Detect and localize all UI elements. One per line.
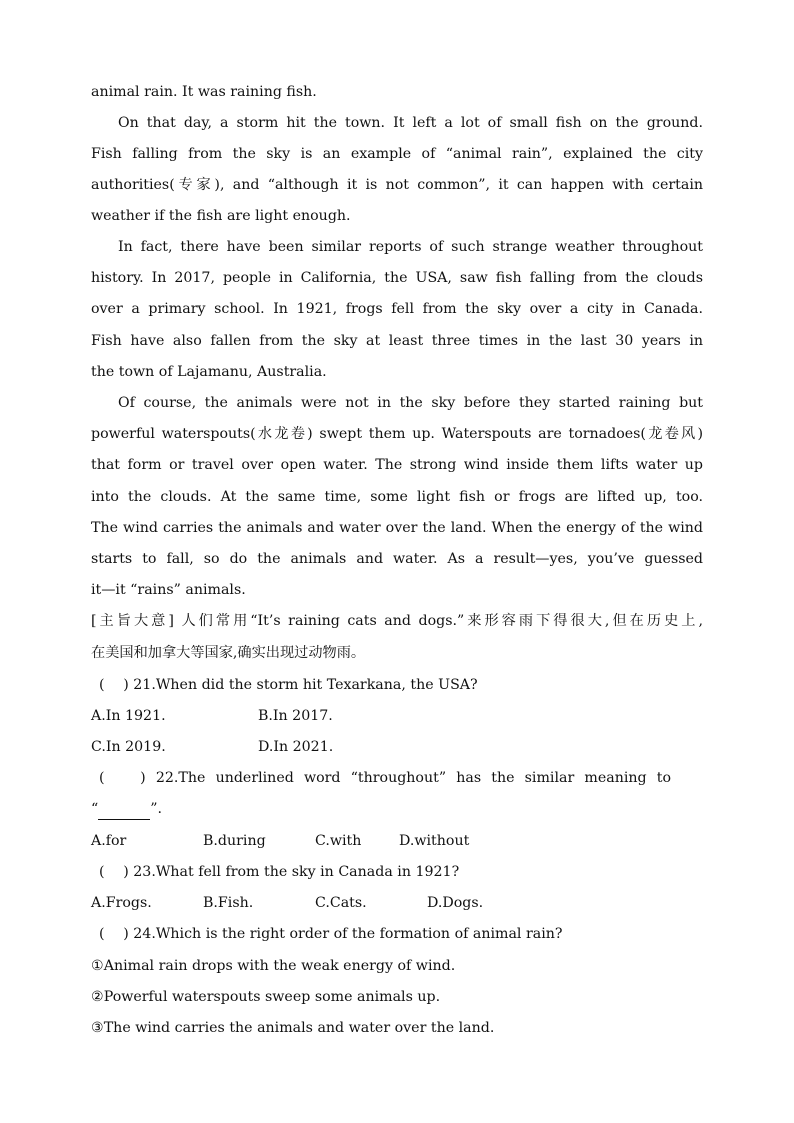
option-a[interactable]: A.In 1921. bbox=[91, 708, 166, 724]
question-24-stem: ( ) 24.Which is the right order of the formation of animal rain? bbox=[99, 926, 563, 942]
option-b[interactable]: B.during bbox=[203, 833, 266, 849]
option-a[interactable]: A.Frogs. bbox=[91, 895, 152, 911]
passage-line: In fact, there have been similar reports of such strange weather throughout bbox=[118, 239, 703, 255]
passage-line: authorities(专家), and “although it is not common”, it can happen with certain bbox=[91, 177, 703, 193]
open-quote: “ bbox=[91, 801, 99, 817]
passage-line: Fish falling from the sky is an example of “animal rain”, explained the city bbox=[91, 146, 703, 162]
question-22-options-row bbox=[91, 831, 703, 851]
passage-line: over a primary school. In 1921, frogs fell from the sky over a city in Canada. bbox=[91, 301, 703, 317]
option-c[interactable]: C.with bbox=[315, 833, 362, 849]
question-24-step: ①Animal rain drops with the weak energy of wind. bbox=[91, 958, 456, 974]
summary-line: 在美国和加拿大等国家,确实出现过动物雨。 bbox=[91, 645, 366, 661]
passage-line: animal rain. It was raining fish. bbox=[91, 84, 317, 100]
passage-line: the town of Lajamanu, Australia. bbox=[91, 364, 327, 380]
option-a[interactable]: A.for bbox=[91, 833, 127, 849]
close-quote: ”. bbox=[150, 801, 163, 817]
option-d[interactable]: D.Dogs. bbox=[427, 895, 484, 911]
question-23-options-row bbox=[91, 893, 703, 913]
summary-line: [主旨大意] 人们常用“It’s raining cats and dogs.”来形容雨下得很大,但在历史上, bbox=[91, 613, 703, 629]
passage-line: The wind carries the animals and water over the land. When the energy of the wind bbox=[91, 520, 703, 536]
passage-line: starts to fall, so do the animals and water. As a result—yes, you’ve guessed bbox=[91, 551, 703, 567]
passage-line: into the clouds. At the same time, some light fish or frogs are lifted up, too. bbox=[91, 489, 703, 505]
question-22-stem: ( ) 22.The underlined word “throughout” has the similar meaning to bbox=[99, 770, 671, 786]
passage-line: it—it “rains” animals. bbox=[91, 582, 246, 598]
answer-blank bbox=[98, 799, 150, 820]
question-24-step: ③The wind carries the animals and water over the land. bbox=[91, 1020, 495, 1036]
option-d[interactable]: D.without bbox=[399, 833, 470, 849]
option-b[interactable]: B.Fish. bbox=[203, 895, 254, 911]
passage-line: On that day, a storm hit the town. It left a lot of small fish on the ground. bbox=[118, 115, 703, 131]
passage-line: powerful waterspouts(水龙卷) swept them up. Waterspouts are tornadoes(龙卷风) bbox=[91, 426, 703, 442]
option-c[interactable]: C.In 2019. bbox=[91, 739, 166, 755]
question-23-stem: ( ) 23.What fell from the sky in Canada in 1921? bbox=[99, 864, 460, 880]
option-d[interactable]: D.In 2021. bbox=[258, 739, 334, 755]
passage-line: Fish have also fallen from the sky at least three times in the last 30 years in bbox=[91, 333, 703, 349]
question-21-stem: ( ) 21.When did the storm hit Texarkana, the USA? bbox=[99, 677, 478, 693]
passage-line: Of course, the animals were not in the sky before they started raining but bbox=[118, 395, 703, 411]
question-22-blank-line bbox=[91, 799, 703, 820]
question-21-options-row bbox=[91, 737, 703, 757]
option-c[interactable]: C.Cats. bbox=[315, 895, 367, 911]
option-b[interactable]: B.In 2017. bbox=[258, 708, 333, 724]
passage-line: weather if the fish are light enough. bbox=[91, 208, 351, 224]
passage-line: history. In 2017, people in California, the USA, saw fish falling from the clouds bbox=[91, 270, 703, 286]
passage-line: that form or travel over open water. The strong wind inside them lifts water up bbox=[91, 457, 703, 473]
question-21-options-row bbox=[91, 706, 703, 726]
question-24-step: ②Powerful waterspouts sweep some animals up. bbox=[91, 989, 441, 1005]
